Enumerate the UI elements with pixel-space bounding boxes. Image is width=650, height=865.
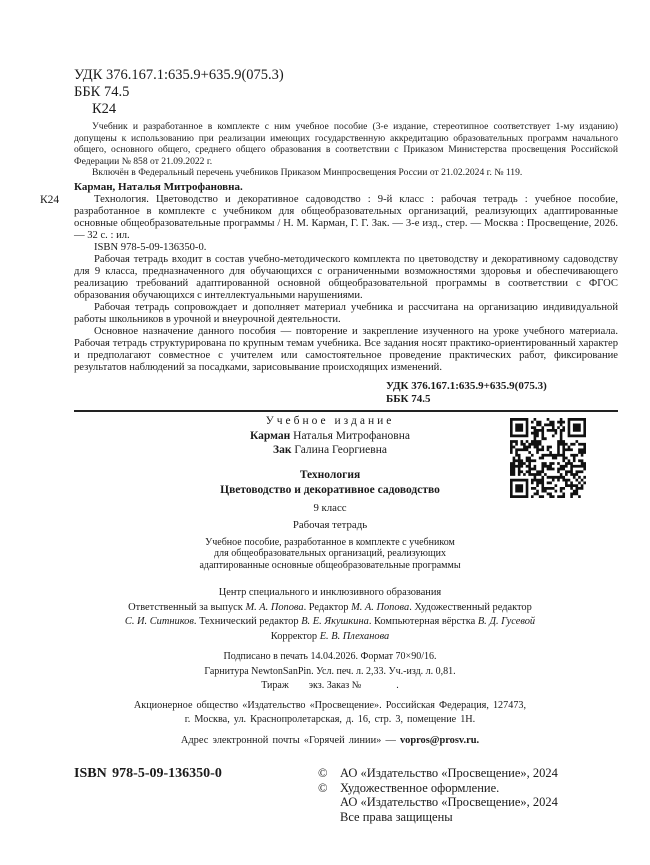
- footer-isbn: ISBN 978-5-09-136350-0: [74, 766, 222, 781]
- bib-sign: К24: [40, 194, 60, 206]
- center-name: Центр специального и инклюзивного образования: [218, 587, 442, 598]
- print-info: Подписано в печать 14.04.2026. Формат 70×90/16. Гарнитура NewtonSanPin. Усл. печ. л. 2,33. Уч.-изд. л. 0,81. Тираж экз. Заказ № .: [204, 651, 456, 691]
- bibliographic-record: [74, 194, 618, 374]
- author-1: Карман Наталья Митрофановна: [250, 429, 410, 442]
- edition-type: Учебное издание: [265, 415, 395, 427]
- copyright-icon: ©: [318, 780, 328, 795]
- title-2: Цветоводство и декоративное садоводство: [220, 483, 440, 496]
- staff-block: Центр специального и инклюзивного образования Ответственный за выпуск М. А. Попова. Редактор М. А. Попова. Художественный редактор С. И. Ситников. Технический редактор В. Е. Якушкина. Компьютерная вёрстка В. Д. Гусевой Корректор Е. В. Плеханова Подписано в печать 14.04.2026. Формат 70×90/16. Гарнитура NewtonSanPin. Усл. печ. л. 2,33. Уч.-изд. л. 0,81. Тираж экз. Заказ № . Акционерное общество «Издательство «Просвещение». Российская Федерация, 127473, г. Москва, ул. Краснопролетарская, д. 16, стр. 3, помещение 1Н. Адрес электронной почты «Горячей линии» — vopros@prosv.ru.: [60, 586, 600, 748]
- annotation-paragraph: Рабочая тетрадь сопровождает и дополняет материал учебника и рассчитана на организацию индивидуальной работы школьников в урочной и внеурочной деятельности.: [74, 302, 618, 325]
- bib-bbk: ББК 74.5: [386, 392, 431, 405]
- title-1: Технология: [299, 468, 361, 481]
- grade: 9 класс: [313, 501, 347, 514]
- bib-classification: [386, 380, 547, 405]
- imprint: [110, 414, 550, 571]
- author-sign: К24: [92, 101, 117, 117]
- copyright-icon: ©: [318, 766, 328, 780]
- purpose: Учебное пособие, разработанное в комплекте с учебником для общеобразовательных организаций, реализующих адаптированные основные общеобразовательные программы: [199, 536, 461, 571]
- author-2: Зак Галина Георгиевна: [273, 444, 387, 456]
- annotation-paragraph: Основное назначение данного пособия — повторение и закрепление изученного на уроке учебного материала. Рабочая тетрадь структурирована по крупным темам учебника. Все задания носят практико-ориентированный характер и предполагают совместное с учителем или самостоятельное проведение практических работ, фиксирование результатов наблюдений за посадками, зарисовывание происходящих изменений.: [74, 326, 618, 373]
- copyright-block: © АО «Издательство «Просвещение», 2024 © Художественное оформление. АО «Издательство «Просвещение», 2024 Все права защищены: [318, 766, 558, 824]
- bbk-code: ББК 74.5: [74, 84, 130, 100]
- publisher-address: Акционерное общество «Издательство «Просвещение». Российская Федерация, 127473, г. Москва, ул. Краснопролетарская, д. 16, стр. 3, помещение 1Н.: [133, 699, 527, 725]
- annotation-paragraph: Рабочая тетрадь входит в состав учебно-методического комплекта по цветоводству и декоративному садоводству для 9 класса, предназначенного для обучающихся с ограниченными возможностями здоровья и обеспечивающего реализацию требований адаптированной основной общеобразовательной программы в соответствии с ФГОС образования обучающихся с интеллектуальными нарушениями.: [74, 254, 618, 301]
- approval-paragraph: Учебник и разработанное в комплекте с ним учебное пособие (3-е издание, стереотипное соответствует 1-му изданию) допущены к использованию при реализации имеющих государственную аккредитацию образовательных программ начального общего, основного общего, среднего общего образования в соответствии с Приказом Министерства просвещения Российской Федерации № 858 от 21.09.2022 г.: [74, 121, 618, 167]
- bib-description: Технология. Цветоводство и декоративное садоводство : 9-й класс : рабочая тетрадь : учебное пособие, разработанное в комплекте с учебником для общеобразовательных организаций, реализующих адаптированные основные общеобразовательные программы / Н. М. Карман, Г. Г. Зак. — 3-е изд., стер. — Москва : Просвещение, 2026. — 32 с. : ил.: [74, 194, 618, 241]
- hotline-email: vopros@prosv.ru.: [399, 734, 480, 746]
- bib-isbn: ISBN 978-5-09-136350-0.: [94, 242, 207, 253]
- udk-code: УДК 376.167.1:635.9+635.9(075.3): [74, 67, 284, 83]
- hotline: Адрес электронной почты «Горячей линии» — vopros@prosv.ru.: [180, 734, 480, 746]
- approval-paragraph: Включён в Федеральный перечень учебников Приказом Минпросвещения России от 21.02.2024 г. № 119.: [92, 167, 523, 179]
- book-kind: Рабочая тетрадь: [292, 519, 368, 531]
- divider: [74, 410, 618, 412]
- approval-text: [74, 121, 618, 179]
- author-heading: Карман, Наталья Митрофановна.: [74, 181, 243, 193]
- bib-udk: УДК 376.167.1:635.9+635.9(075.3): [386, 380, 547, 392]
